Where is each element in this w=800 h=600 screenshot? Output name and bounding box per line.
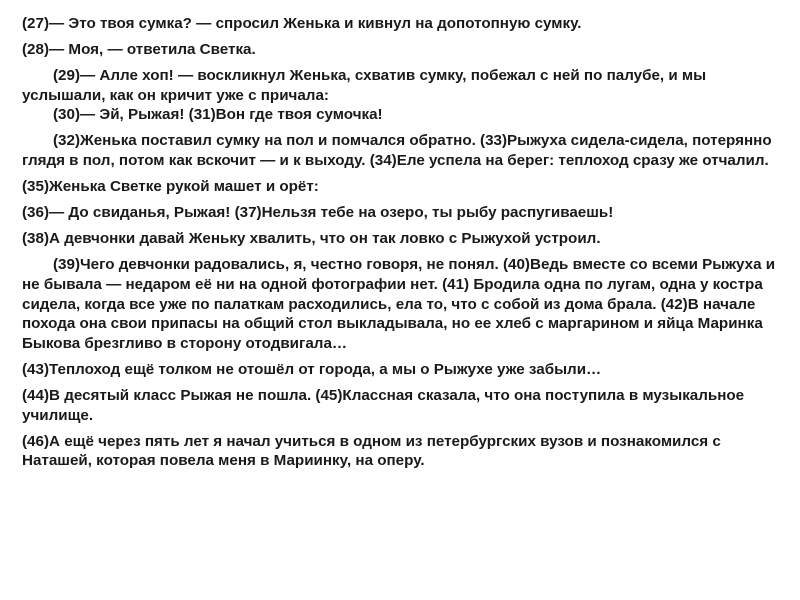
paragraph-46: (46)А ещё через пять лет я начал учиться в одном из петербургских вузов и познакомился с Наташей, которая повела меня в Мариинку, на оперу. bbox=[22, 432, 721, 470]
paragraph-28: (28)— Моя, — ответила Светка. bbox=[22, 41, 256, 59]
paragraph-32: (32)Женька поставил сумку на пол и помчался обратно. (33)Рыжуха сидела-сидела, потерянно глядя в пол, потом как вскочит — и к выходу. (34)Еле успела на берег: теплоход сразу же отчалил. bbox=[22, 132, 772, 170]
paragraph-44: (44)В десятый класс Рыжая не пошла. (45)Классная сказала, что она поступила в музыкальное училище. bbox=[22, 387, 745, 424]
paragraph-43: (43)Теплоход ещё толком не отошёл от города, а мы о Рыжухе уже забыли… bbox=[22, 360, 602, 378]
paragraph-27: (27)— Это твоя сумка? — спросил Женька и кивнул на допотопную сумку. bbox=[22, 15, 582, 32]
paragraph-36: (36)— До свиданья, Рыжая! (37)Нельзя тебе на озеро, ты рыбу распугиваешь! bbox=[22, 204, 614, 222]
paragraph-29: (29)— Алле хоп! — воскликнул Женька, схватив сумку, побежал с ней по палубе, и мы услышали, как он кричит уже с причала: bbox=[22, 67, 707, 104]
paragraph-35: (35)Женька Светке рукой машет и орёт: bbox=[22, 178, 319, 196]
paragraph-39: (39)Чего девчонки радовались, я, честно говоря, не понял. (40)Ведь вместе со всеми Рыжуха и не бывала — недаром её ни на одной фотографии нет. (41) Бродила одна по лугам, одна у костра сидела, когда все уже по палаткам расходились, ела то, что с собой из дома брала. (42)В начале похода она свои припасы на общий стол выкладывала, но ее хлеб с маргарином и яйца Маринка Быкова брезгливо в сторону отодвигала… bbox=[22, 256, 776, 352]
paragraph-30: (30)— Эй, Рыжая! (31)Вон где твоя сумочка! bbox=[53, 106, 383, 124]
paragraph-38: (38)А девчонки давай Женьку хвалить, что он так ловко с Рыжухой устроил. bbox=[22, 230, 601, 248]
